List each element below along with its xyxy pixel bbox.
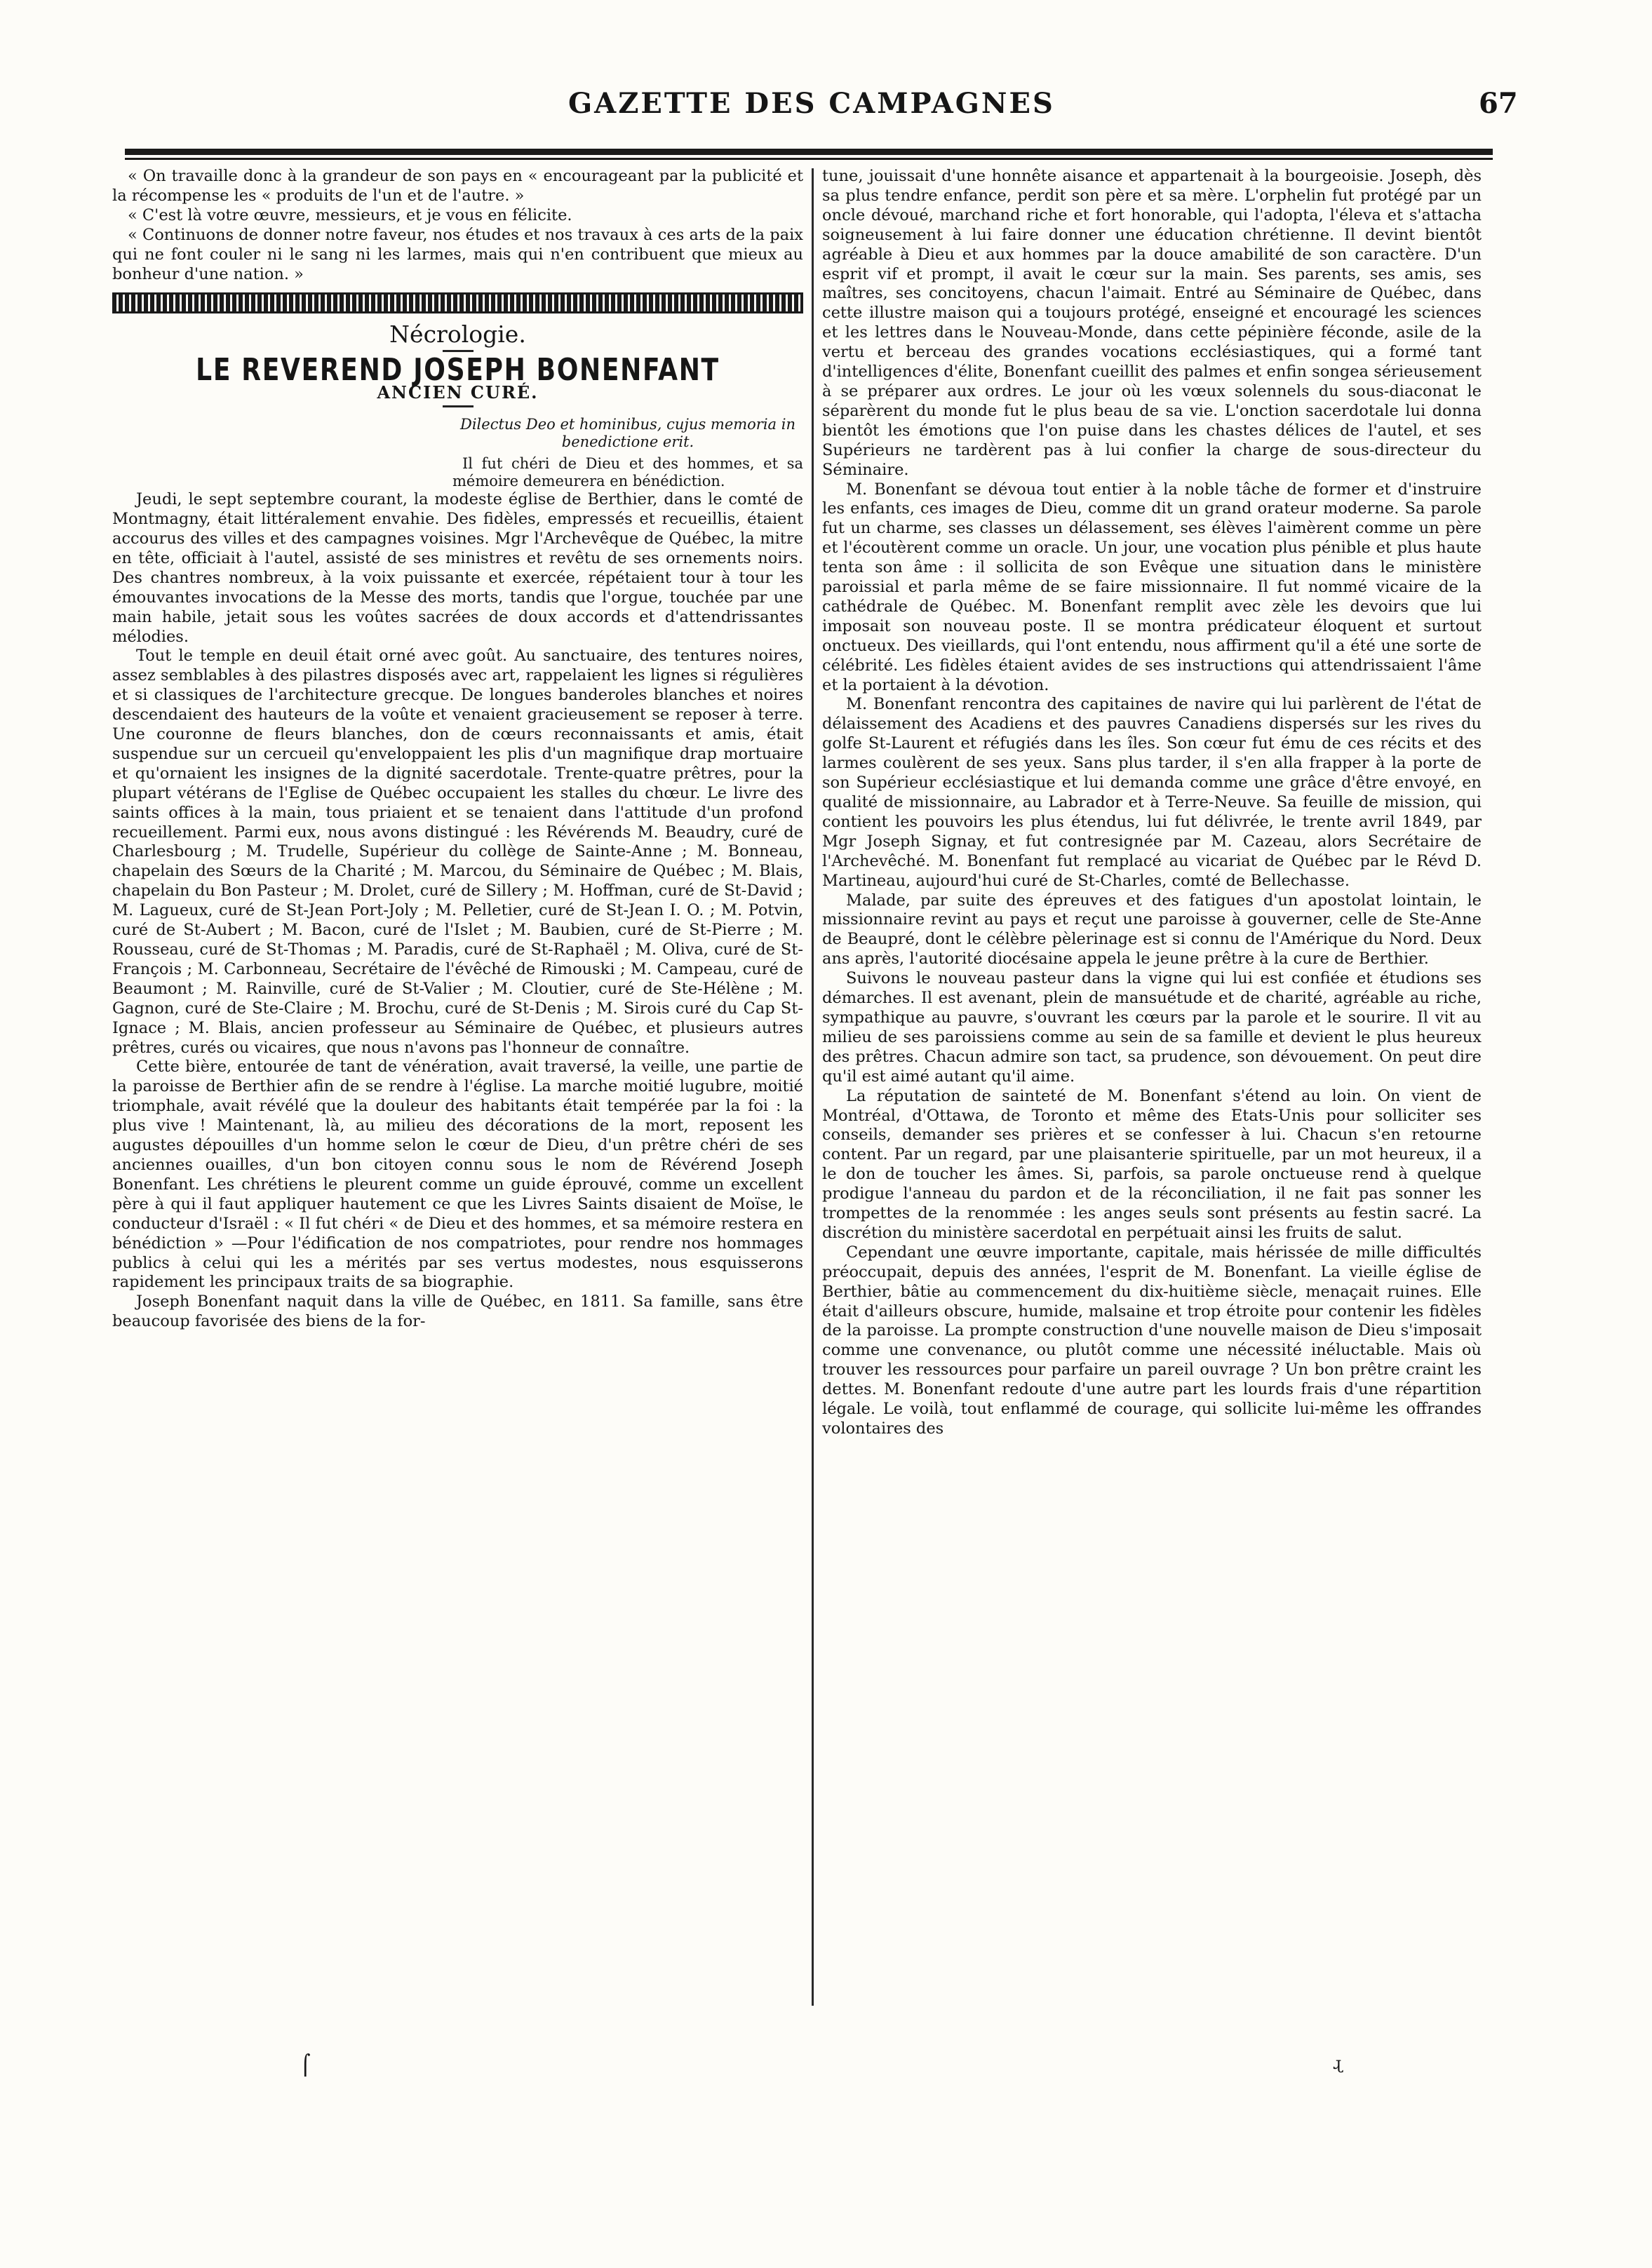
article-paragraph: M. Bonenfant se dévoua tout entier à la noble tâche de former et d'instruire les enfants, ces images de Dieu, comme dit un grand orateur moderne. Sa parole fut un charme, ses classes un délassement, ses élèves l'aimèrent comme un père et l'écoutèrent comme un oracle. Un jour, une vocation plus pénible et plus haute tenta son âme : il sollicita de son Evêque une situation dans le ministère paroissial et parla même de se faire missionnaire. Il fut nommé vicaire de la cathédrale de Québec. M. Bonenfant remplit avec zèle les devoirs que lui imposait son nouveau poste. Il se montra prédicateur éloquent et surtout onctueux. Des vieillards, qui l'ont entendu, nous affirment qu'il a été une sorte de célébrité. Les fidèles étaient avides de ses instructions qui attendrissaient l'âme et la portaient à la dévotion. <box>822 480 1482 694</box>
obituary-heading: LE REVEREND JOSEPH BONENFANT <box>196 352 720 389</box>
quote-paragraph: « On travaille donc à la grandeur de son pays en « encourageant par la publicité et la récompense les « produits de l'un et de l'autre. » <box>112 167 803 205</box>
section-title: Nécrologie. <box>389 320 526 349</box>
quote-paragraph: « Continuons de donner notre faveur, nos études et nos travaux à ces arts de la paix qui ne font couler ni le sang ni les larmes, mais qui n'en contribuent que mieux au bonheur d'une nation. » <box>112 225 803 283</box>
epigraph-latin: Dilectus Deo et hominibus, cujus memoria in benedictione erit. <box>460 416 795 451</box>
epigraph <box>452 416 803 490</box>
running-header <box>0 87 1652 129</box>
article-paragraph: La réputation de sainteté de M. Bonenfant s'étend au loin. On vient de Montréal, d'Ottawa, de Toronto et même des Etats-Unis pour solliciter ses conseils, demander ses prières et se confesser à lui. Chacun s'en retourne content. Par un regard, par une plaisanterie spirituelle, par un mot heureux, il a le don de toucher les âmes. Si, parfois, sa parole onctueuse rend à quelque prodigue l'anneau du pardon et de la réconciliation, il ne fait pas sonner les trompettes de la renommée : les anges seuls sont présents au festin sacré. La discrétion du ministère sacerdotal en perpétuait ainsi les fruits de salut. <box>822 1086 1482 1242</box>
obituary-subheading: ANCIEN CURÉ. <box>377 382 539 403</box>
column-separator <box>812 168 814 2006</box>
article-paragraph: Malade, par suite des épreuves et des fatigues d'un apostolat lointain, le missionnaire revint au pays et reçut une paroisse à gouverner, celle de Ste-Anne de Beaupré, dont le célèbre pèlerinage est si connu de l'Amérique du Nord. Deux ans après, l'autorité diocésaine appela le jeune prêtre à la cure de Berthier. <box>822 891 1482 968</box>
header-rule-thick <box>125 149 1493 155</box>
margin-mark: ⌠ <box>300 2053 311 2077</box>
ornamental-divider <box>112 292 803 313</box>
header-rule-thin <box>125 158 1493 160</box>
closing-quote <box>112 167 803 284</box>
article-paragraph: Joseph Bonenfant naquit dans la ville de Québec, en 1811. Sa famille, sans être beaucoup favorisée des biens de la for- <box>112 1292 803 1331</box>
newspaper-title: GAZETTE DES CAMPAGNES <box>568 87 1055 120</box>
epigraph-french: Il fut chéri de Dieu et des hommes, et sa mémoire demeurera en bénédiction. <box>452 455 803 490</box>
page-number: 67 <box>1479 87 1518 120</box>
article-paragraph: tune, jouissait d'une honnête aisance et appartenait à la bourgeoisie. Joseph, dès sa plus tendre enfance, perdit son père et sa mère. L'orphelin fut protégé par un oncle dévoué, marchand riche et fort honorable, qui l'adopta, l'éleva et s'attacha soigneusement à lui faire donner une éducation chrétienne. Il devint bientôt agréable à Dieu et aux hommes par la douce amabilité de son caractère. D'un esprit vif et prompt, il avait le cœur sur la main. Ses parents, ses amis, ses maîtres, ses concitoyens, chacun l'aimait. Entré au Séminaire de Québec, dans cette illustre maison qui a toujours protégé, enseigné et encouragé les sciences et les lettres dans le Nouveau-Monde, dans cette pépinière féconde, asile de la vertu et berceau des grandes vocations ecclésiastiques, qui a formé tant d'intelligences d'élite, Bonenfant cueillit des palmes et enfin songea sérieusement à se préparer aux ordres. Le jour où les vœux solennels du sous-diaconat le séparèrent du monde fut le plus beau de sa vie. L'onction sacerdotale lui donna bientôt les émotions que l'on puise dans les chastes délices de l'autel, et ses Supérieurs ne tardèrent pas à lui confier la charge de sous-directeur du Séminaire. <box>822 167 1482 479</box>
article-paragraph: Tout le temple en deuil était orné avec goût. Au sanctuaire, des tentures noires, assez semblables à des pilastres disposés avec art, rappelaient les lignes si régulières et si classiques de l'architecture grecque. De longues banderoles blanches et noires descendaient des hauteurs de la voûte et venaient gracieusement se reposer à terre. Une couronne de fleurs blanches, don de cœurs reconnaissants et amis, était suspendue sur un cercueil qu'enveloppaient les plis d'un magnifique drap mortuaire et qu'ornaient les insignes de la dignité sacerdotale. Trente-quatre prêtres, pour la plupart vétérans de l'Eglise de Québec occupaient les stalles du chœur. Le livre des saints offices à la main, tous priaient et se tenaient dans l'attitude d'un profond recueillement. Parmi eux, nous avons distingué : les Révérends M. Beaudry, curé de Charlesbourg ; M. Trudelle, Supérieur du collège de Sainte-Anne ; M. Bonneau, chapelain des Sœurs de la Charité ; M. Marcou, du Séminaire de Québec ; M. Blais, chapelain du Bon Pasteur ; M. Drolet, curé de Sillery ; M. Hoffman, curé de St-David ; M. Lagueux, curé de St-Jean Port-Joly ; M. Pelletier, curé de St-Jean I. O. ; M. Potvin, curé de St-Aubert ; M. Bacon, curé de l'Islet ; M. Baubien, curé de St-Pierre ; M. Rousseau, curé de St-Thomas ; M. Paradis, curé de St-Raphaël ; M. Oliva, curé de St-François ; M. Carbonneau, Secrétaire de l'évêché de Rimouski ; M. Campeau, curé de Beaumont ; M. Rainville, curé de St-Valier ; M. Cloutier, curé de Ste-Hélène ; M. Gagnon, curé de Ste-Claire ; M. Brochu, curé de St-Denis ; M. Sirois curé du Cap St-Ignace ; M. Blais, ancien professeur au Séminaire de Québec, et plusieurs autres prêtres, curés ou vicaires, que nous n'avons pas l'honneur de connaître. <box>112 647 803 1057</box>
quote-paragraph: « C'est là votre œuvre, messieurs, et je vous en félicite. <box>128 205 572 224</box>
article-paragraph: Suivons le nouveau pasteur dans la vigne qui lui est confiée et étudions ses démarches. Il est avenant, plein de mansuétude et de charité, agréable au riche, sympathique au pauvre, s'ouvrant les cœurs par la parole et le sourire. Il vit au milieu de ses paroissiens comme au sein de sa famille et devient le plus heureux des prêtres. Chacun admire son tact, sa prudence, son dévouement. On peut dire qu'il est aimé autant qu'il aime. <box>822 969 1482 1086</box>
article-paragraph: Cependant une œuvre importante, capitale, mais hérissée de mille difficultés préoccupait, depuis des années, l'esprit de M. Bonenfant. La vieille église de Berthier, bâtie au commencement du dix-huitième siècle, menaçait ruines. Elle était d'ailleurs obscure, humide, malsaine et trop étroite pour contenir les fidèles de la paroisse. La prompte construction d'une nouvelle maison de Dieu s'imposait comme une convenance, ou plutôt comme une nécessité inéluctable. Mais où trouver les ressources pour parfaire un pareil ouvrage ? Un bon prêtre craint les dettes. M. Bonenfant redoute d'une autre part les lourds frais d'une répartition légale. Le voilà, tout enflammé de courage, qui sollicite lui-même les offrandes volontaires des <box>822 1243 1482 1438</box>
article-paragraph: M. Bonenfant rencontra des capitaines de navire qui lui parlèrent de l'état de délaissement des Acadiens et des pauvres Canadiens dispersés sur les rives du golfe St-Laurent et réfugiés dans les îles. Son cœur fut ému de ces récits et des larmes coulèrent de ses yeux. Sans plus tarder, il s'en alla frapper à la porte de son Supérieur ecclésiastique et lui demanda comme une grâce d'être envoyé, en qualité de missionnaire, au Labrador et à Terre-Neuve. Sa feuille de mission, qui contient les pouvoirs les plus étendus, lui fut délivrée, le trente avril 1849, par Mgr Joseph Signay, et fut contresignée par M. Cazeau, alors Secrétaire de l'Archevêché. M. Bonenfant fut remplacé au vicariat de Québec par le Révd D. Martineau, aujourd'hui curé de St-Charles, comté de Bellechasse. <box>822 695 1482 890</box>
short-rule <box>443 405 474 407</box>
right-column <box>822 167 1482 1439</box>
article-paragraph: Jeudi, le sept septembre courant, la modeste église de Berthier, dans le comté de Montmagny, était littéralement envahie. Des fidèles, empressés et recueillis, étaient accourus des villes et des campagnes voisines. Mgr l'Archevêque de Québec, la mitre en tête, officiait à l'autel, assisté de ses ministres et revêtu de ses ornements noirs. Des chantres nombreux, à la voix puissante et exercée, répétaient tour à tour les émouvantes invocations de la Messe des morts, tandis que l'orgue, touchée par une main habile, jetait sous les voûtes sacrées de doux accords et d'attendrissantes mélodies. <box>112 490 803 646</box>
left-column <box>112 167 803 1332</box>
article-paragraph: Cette bière, entourée de tant de vénération, avait traversé, la veille, une partie de la paroisse de Berthier afin de se rendre à l'église. La marche moitié lugubre, moitié triomphale, avait révélé que la douleur des habitants était tempérée par la foi : la plus vive ! Maintenant, là, au milieu des décorations de la mort, reposent les augustes dépouilles d'un homme selon le cœur de Dieu, d'un prêtre chéri de ses anciennes ouailles, d'un bon citoyen connu sous le nom de Révérend Joseph Bonenfant. Les chrétiens le pleurent comme un guide éprouvé, comme un excellent père à qui il faut appliquer hautement ce que les Livres Saints disaient de Moïse, le conducteur d'Israël : « Il fut chéri « de Dieu et des hommes, et sa mémoire restera en bénédiction » —Pour l'édification de nos compatriotes, pour rendre nos hommages publics à celui qui les a mérités par ses vertus modestes, nous esquisserons rapidement les principaux traits de sa biographie. <box>112 1058 803 1292</box>
margin-mark: ɻ <box>1333 2053 1343 2073</box>
